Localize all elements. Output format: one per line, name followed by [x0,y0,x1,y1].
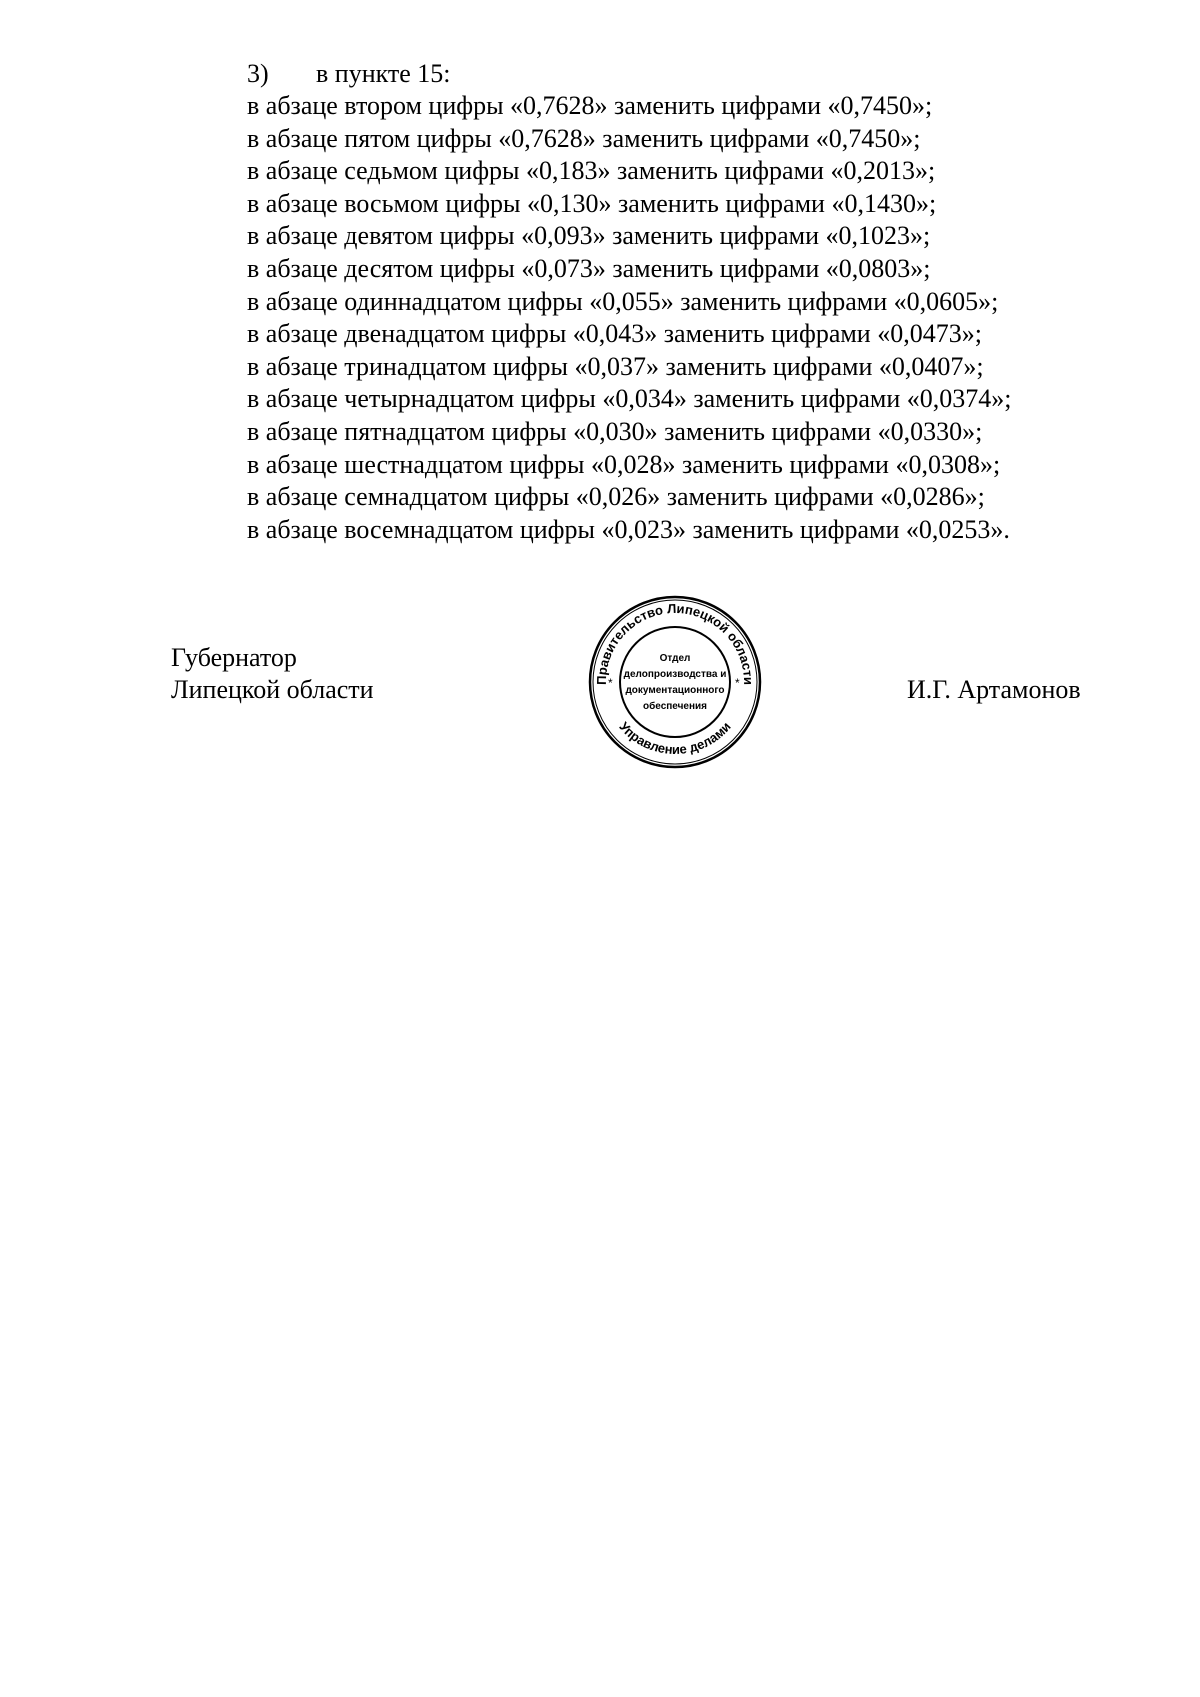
stamp-center-line2: делопроизводства и [623,669,727,680]
stamp-outer-top-text: Правительство Липецкой области [593,600,757,686]
star-icon: * [608,676,613,690]
signatory-position-line1: Губернатор [171,643,297,672]
amendment-line: в абзаце пятом цифры «0,7628» заменить цифрами «0,7450»; [247,123,921,153]
amendment-line: в абзаце одиннадцатом цифры «0,055» заменить цифрами «0,0605»; [247,286,999,316]
signatory-position-line2: Липецкой области [171,675,374,704]
star-icon: * [735,676,740,690]
amendment-line: в абзаце семнадцатом цифры «0,026» заменить цифрами «0,0286»; [247,482,985,512]
amendment-line: в абзаце восемнадцатом цифры «0,023» заменить цифрами «0,0253». [247,514,1010,544]
amendment-heading-text: в пункте 15: [316,59,451,88]
amendment-line: в абзаце двенадцатом цифры «0,043» заменить цифрами «0,0473»; [247,319,982,349]
amendment-line: в абзаце шестнадцатом цифры «0,028» заменить цифрами «0,0308»; [247,449,1001,479]
amendment-line: в абзаце девятом цифры «0,093» заменить цифрами «0,1023»; [247,221,931,251]
amendment-line: в абзаце десятом цифры «0,073» заменить цифрами «0,0803»; [247,253,931,283]
stamp-outer-bottom-text: Управление делами [616,718,734,758]
official-stamp [588,595,762,769]
signatory-position [171,642,374,706]
stamp-center-line4: обеспечения [642,701,708,712]
amendment-list [247,90,1012,546]
amendment-line: в абзаце пятнадцатом цифры «0,030» заменить цифрами «0,0330»; [247,416,983,446]
amendment-line: в абзаце втором цифры «0,7628» заменить цифрами «0,7450»; [247,91,933,120]
signatory-name: И.Г. Артамонов [907,675,1081,704]
amendment-line: в абзаце восьмом цифры «0,130» заменить цифрами «0,1430»; [247,188,937,218]
stamp-center-line1: Отдел [659,653,691,664]
amendment-line: в абзаце четырнадцатом цифры «0,034» заменить цифрами «0,0374»; [247,384,1012,414]
amendment-number: 3) [247,59,269,88]
amendment-line: в абзаце тринадцатом цифры «0,037» заменить цифрами «0,0407»; [247,351,984,381]
amendment-heading [247,58,451,90]
stamp-center-line3: документационного [625,685,725,696]
amendment-line: в абзаце седьмом цифры «0,183» заменить цифрами «0,2013»; [247,156,936,186]
